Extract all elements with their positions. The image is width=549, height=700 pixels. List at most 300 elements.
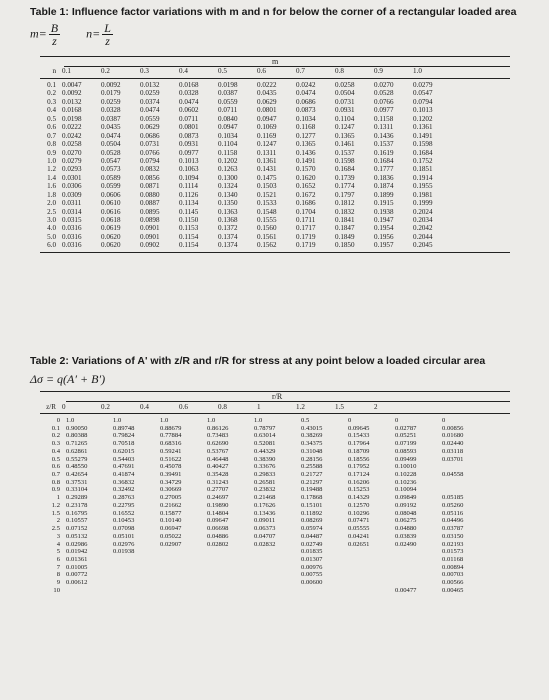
table-cell: 0.1620 [296, 173, 316, 182]
table-row [40, 216, 452, 224]
table-cell: 0.1340 [218, 190, 238, 199]
table-cell: 0.0610 [101, 199, 121, 208]
table-cell: 0.27707 [207, 486, 229, 494]
table-cell: 0.1672 [296, 190, 316, 199]
table-cell: 0.0947 [257, 114, 277, 123]
table-cell: 0.11892 [301, 509, 323, 517]
table-cell: 0.1774 [335, 182, 355, 191]
table-cell: 0.00772 [66, 571, 88, 579]
table-cell: 0.73483 [207, 432, 229, 440]
fraction-n-numerator: L [104, 21, 111, 35]
table-cell: 0.05022 [160, 532, 182, 540]
table-cell: 0.04880 [395, 525, 417, 533]
table-cell: 0.34729 [160, 478, 182, 486]
table-cell: 0.06373 [254, 525, 276, 533]
table-cell: 0.48550 [66, 463, 88, 471]
column-header: 0.8 [335, 67, 344, 75]
table2-header-row [40, 403, 413, 411]
table-row [40, 241, 452, 249]
row-label: 0.6 [47, 123, 56, 132]
table-cell: 0.68316 [160, 440, 182, 448]
row-label: 10 [53, 586, 60, 594]
table-cell: 0.37531 [66, 478, 88, 486]
row-label: 7 [56, 563, 60, 571]
table-cell: 0.1374 [218, 232, 238, 241]
table-cell: 0.0474 [179, 97, 199, 106]
table-cell: 0.2024 [413, 207, 433, 216]
table-cell: 0.1431 [257, 165, 277, 174]
table-cell: 0.1777 [374, 165, 394, 174]
table-cell: 0.09011 [254, 517, 276, 525]
table-cell: 0.0528 [101, 148, 121, 157]
table-row [40, 456, 489, 464]
table-cell: 0.01680 [442, 432, 464, 440]
table-cell [395, 556, 442, 564]
table-cell: 0.27005 [160, 494, 182, 502]
table2-header-rule [40, 413, 510, 414]
table-cell: 0.0887 [140, 199, 160, 208]
table-cell: 0.15877 [160, 509, 182, 517]
table-cell: 0.1361 [257, 156, 277, 165]
table-cell: 0.0619 [101, 224, 121, 233]
table-row [40, 517, 489, 525]
table-cell: 0.1368 [218, 216, 238, 224]
table-cell: 0.0711 [218, 106, 238, 115]
table-cell: 0.0589 [101, 173, 121, 182]
table-cell [160, 556, 207, 564]
table-row [40, 106, 452, 114]
table-cell: 0.1686 [296, 199, 316, 208]
table1-body [40, 81, 452, 250]
table-cell [207, 571, 254, 579]
table-cell: 0.2044 [413, 232, 433, 241]
table-cell: 0.0840 [218, 114, 238, 123]
table-cell: 0.33104 [66, 486, 88, 494]
table-cell: 0.0856 [140, 173, 160, 182]
table-cell [113, 579, 160, 587]
column-header: 0.6 [257, 67, 266, 75]
row-label: 0.3 [51, 440, 60, 448]
table1-header-rule [40, 78, 510, 79]
table-cell: 0.51622 [160, 455, 182, 463]
table-cell: 1.0 [66, 417, 75, 424]
table-cell: 0.01307 [301, 555, 323, 563]
table-cell: 0.14329 [348, 494, 370, 502]
table-cell: 0.1717 [296, 224, 316, 233]
table-row [40, 564, 489, 572]
table-cell: 0.0258 [335, 81, 355, 89]
table-cell [254, 556, 301, 564]
table-cell: 0.0316 [62, 232, 82, 241]
table-cell: 0.10228 [395, 471, 417, 479]
table-row [40, 448, 489, 456]
table-cell: 0.0198 [62, 114, 82, 123]
table-cell: 1.0 [254, 417, 263, 424]
table-cell: 0.1034 [218, 131, 238, 140]
table-cell: 0.05101 [113, 532, 135, 540]
table-row [40, 587, 489, 595]
table-row [40, 571, 489, 579]
table-cell: 0.0620 [101, 241, 121, 250]
row-label: 0.8 [47, 140, 56, 149]
table-cell: 0.43015 [301, 424, 323, 432]
table-row [40, 432, 489, 440]
column-header: 0.5 [218, 67, 227, 75]
table-cell: 0.36832 [113, 478, 135, 486]
table-cell: 0.1957 [374, 241, 394, 250]
fraction-n [102, 22, 113, 47]
table-cell [395, 548, 442, 556]
table-cell: 0.1263 [218, 165, 238, 174]
table-cell: 0.1013 [413, 106, 433, 115]
row-label: 0.5 [51, 455, 60, 463]
table-cell: 0.1797 [335, 190, 355, 199]
table-cell: 0.12570 [348, 501, 370, 509]
table-cell: 0.1851 [413, 165, 433, 174]
row-label: 2.0 [47, 199, 56, 208]
table-cell: 0.0474 [140, 106, 160, 115]
table-cell: 0.13436 [254, 509, 276, 517]
table-cell: 0.01005 [66, 563, 88, 571]
table-cell: 0.03787 [442, 525, 464, 533]
table2-caption: Table 2: Variations of A' with z/R and r/R for stress at any point below a loaded circular area [30, 355, 486, 367]
table-cell: 0.0328 [101, 106, 121, 115]
table-cell: 0.1652 [296, 182, 316, 191]
table-row [40, 174, 452, 182]
table-cell: 0.29289 [66, 494, 88, 502]
table-cell: 0.1561 [257, 232, 277, 241]
table-cell: 0.08048 [395, 509, 417, 517]
table-cell [207, 548, 254, 556]
table-cell: 0.02651 [348, 540, 370, 548]
row-label-header: n [52, 67, 56, 75]
column-header: 0.8 [218, 403, 227, 411]
table-cell: 0.0092 [101, 81, 121, 89]
table-row [40, 208, 452, 216]
table-cell: 0.33676 [254, 463, 276, 471]
table-cell: 0.08593 [395, 447, 417, 455]
table-cell: 0.1562 [257, 241, 277, 250]
table-cell: 0.18709 [348, 447, 370, 455]
table-row [40, 224, 452, 232]
table-row [40, 579, 489, 587]
table-cell: 0.0309 [62, 190, 82, 199]
table-cell: 0.19890 [207, 501, 229, 509]
table-cell: 0.21662 [160, 501, 182, 509]
table-cell [113, 564, 160, 572]
table-cell: 0.0316 [62, 224, 82, 233]
table-cell: 0.00703 [442, 571, 464, 579]
table-cell: 0.00755 [301, 571, 323, 579]
column-header: 0.1 [62, 67, 71, 75]
table-cell: 0.29833 [254, 471, 276, 479]
table-cell: 0.0328 [179, 89, 199, 98]
table-cell: 0.0931 [335, 106, 355, 115]
table-cell: 0.25588 [301, 463, 323, 471]
table-cell: 0.1350 [218, 199, 238, 208]
table-cell: 0.0711 [179, 114, 199, 123]
table-cell: 1.0 [160, 417, 169, 424]
table-row [40, 182, 452, 190]
table-cell: 0.01361 [66, 555, 88, 563]
table-row [40, 199, 452, 207]
table2-group-rule [66, 401, 510, 402]
table-cell: 0.02832 [254, 540, 276, 548]
table-cell: 0.07098 [113, 525, 135, 533]
table-cell: 0.1874 [374, 182, 394, 191]
table-cell: 0.1363 [218, 207, 238, 216]
table-cell [207, 587, 254, 595]
table-cell [113, 556, 160, 564]
table-row [40, 533, 489, 541]
row-label: 6 [56, 555, 60, 563]
row-label: 0.6 [51, 463, 60, 471]
table1-col-group: m [272, 57, 279, 66]
table-row [40, 486, 489, 494]
table-cell: 0.1094 [179, 173, 199, 182]
row-label: 1.4 [47, 173, 56, 182]
table-cell: 0.86126 [207, 424, 229, 432]
table-cell: 0.1836 [374, 173, 394, 182]
table-cell [207, 579, 254, 587]
table-cell: 0.1739 [335, 173, 355, 182]
table-cell: 0.1560 [257, 224, 277, 233]
table-cell: 0.41874 [113, 471, 135, 479]
table-cell: 0.0606 [101, 190, 121, 199]
table-cell: 0.24697 [207, 494, 229, 502]
table-cell [348, 556, 395, 564]
table-cell [254, 587, 301, 595]
column-header: 1.2 [296, 403, 305, 411]
table-cell: 0.1841 [335, 216, 355, 224]
table-cell: 0.10094 [395, 486, 417, 494]
table-cell: 0.1832 [335, 207, 355, 216]
table-cell: 0.14804 [207, 509, 229, 517]
table-cell [207, 564, 254, 572]
table-cell: 0.10140 [160, 517, 182, 525]
table-cell: 0.0315 [62, 216, 82, 224]
table-cell: 0.1169 [257, 131, 277, 140]
table-cell: 0.1361 [413, 123, 433, 132]
table-cell: 0.02440 [442, 440, 464, 448]
table-row [40, 98, 452, 106]
table-cell: 0.0547 [101, 156, 121, 165]
table-row [40, 479, 489, 487]
table-cell: 0.1711 [296, 216, 316, 224]
table-cell: 0.0387 [101, 114, 121, 123]
table-cell: 0.0259 [101, 97, 121, 106]
table-cell: 0.0731 [335, 97, 355, 106]
table-cell: 0.1150 [179, 216, 199, 224]
table-cell: 0.38390 [254, 455, 276, 463]
table-row [40, 123, 452, 131]
row-label: 0.2 [51, 432, 60, 440]
table-cell: 0.0435 [257, 89, 277, 98]
table-cell: 0.0435 [101, 123, 121, 132]
table-cell: 0.1503 [257, 182, 277, 191]
table-cell: 0.00465 [442, 586, 464, 594]
table-row [40, 157, 452, 165]
table-cell: 0.10236 [395, 478, 417, 486]
table1-bottom-rule [40, 252, 510, 253]
table-cell: 0.1300 [218, 173, 238, 182]
table-cell [395, 571, 442, 579]
table-cell: 0.32492 [113, 486, 135, 494]
table-row [40, 115, 452, 123]
table-cell [301, 587, 348, 595]
table-cell: 0.0242 [296, 81, 316, 89]
table-cell: 0.0559 [140, 114, 160, 123]
table-cell: 0.00856 [442, 424, 464, 432]
table-cell: 0.28156 [301, 455, 323, 463]
table-cell: 0.09645 [348, 424, 370, 432]
table-cell [442, 463, 489, 471]
table-cell: 0.1365 [296, 140, 316, 149]
table-row [40, 425, 489, 433]
table-cell: 0.15253 [348, 486, 370, 494]
table-cell: 0 [395, 417, 399, 424]
table-cell: 0.0387 [218, 89, 238, 98]
table-cell: 0.0314 [62, 207, 82, 216]
row-label: 0.9 [47, 148, 56, 157]
table-cell: 0.10557 [66, 517, 88, 525]
row-label: 0.7 [51, 471, 60, 479]
table-cell: 0.44329 [254, 447, 276, 455]
row-label: 0.1 [47, 81, 56, 89]
table-cell: 0.04707 [254, 532, 276, 540]
table-cell: 0.0901 [140, 224, 160, 233]
table-cell: 0.0474 [101, 131, 121, 140]
table-cell: 0.16552 [113, 509, 135, 517]
table-cell: 0.1719 [296, 232, 316, 241]
table-cell: 0.0198 [218, 81, 238, 89]
table-cell: 0.45078 [160, 463, 182, 471]
table-row [40, 165, 452, 173]
table-cell [160, 564, 207, 572]
table-cell: 0.71265 [66, 440, 88, 448]
table-cell [160, 548, 207, 556]
table-row [40, 89, 452, 97]
table-cell: 0.1104 [218, 140, 238, 149]
table-cell: 0.1999 [413, 199, 433, 208]
table-cell: 0.08269 [301, 517, 323, 525]
column-header: 0.4 [140, 403, 149, 411]
table-cell: 0.0620 [101, 232, 121, 241]
table-cell: 0.19488 [301, 486, 323, 494]
table-cell: 0.34375 [301, 440, 323, 448]
table-cell [348, 587, 395, 595]
table-cell: 0.54403 [113, 455, 135, 463]
table-cell: 0.1570 [296, 165, 316, 174]
row-label: 3 [56, 532, 60, 540]
table-cell: 0.03118 [442, 447, 464, 455]
table-cell: 0.15101 [301, 501, 323, 509]
row-label: 1.5 [51, 509, 60, 517]
table-cell: 0.77884 [160, 432, 182, 440]
column-header: 1 [257, 403, 261, 411]
table-row [40, 417, 489, 425]
table-cell: 0.03839 [395, 532, 417, 540]
table-cell: 0.1153 [179, 224, 199, 233]
table-cell: 0.1955 [413, 182, 433, 191]
row-label: 9 [56, 579, 60, 587]
table-cell: 0.03150 [442, 532, 464, 540]
row-label: 1.0 [47, 156, 56, 165]
table-cell [66, 587, 113, 595]
table-cell: 0.1537 [335, 148, 355, 157]
table-cell: 0.1134 [179, 199, 199, 208]
table-cell: 0.00894 [442, 563, 464, 571]
row-label: 0.4 [47, 106, 56, 115]
column-header: 0.6 [179, 403, 188, 411]
table-cell: 0.00600 [301, 579, 323, 587]
table-cell: 0.0902 [140, 241, 160, 250]
table-cell: 0.0528 [374, 89, 394, 98]
table-cell: 0.05260 [442, 501, 464, 509]
table-cell: 0.0947 [218, 123, 238, 132]
table-cell: 0.63014 [254, 432, 276, 440]
table-cell: 0.10010 [395, 463, 417, 471]
table-row [40, 440, 489, 448]
table-cell: 0.0293 [62, 165, 82, 174]
row-label: 5.0 [47, 232, 56, 241]
table-cell: 0.17626 [254, 501, 276, 509]
row-label: 0.9 [51, 486, 60, 494]
table-cell: 0.02749 [301, 540, 323, 548]
table-cell: 0.1684 [374, 156, 394, 165]
table-cell: 0.05974 [301, 525, 323, 533]
table-cell: 0.1533 [257, 199, 277, 208]
table-cell: 0.1013 [179, 156, 199, 165]
table-cell: 0.05185 [442, 494, 464, 502]
table-cell: 0.0629 [257, 97, 277, 106]
table-row [40, 233, 452, 241]
table-cell: 0.0901 [140, 232, 160, 241]
table-cell [442, 486, 489, 494]
table-cell: 0.1145 [179, 207, 199, 216]
table-cell: 0.05251 [395, 432, 417, 440]
table-cell [160, 587, 207, 595]
table-cell: 0.0547 [413, 89, 433, 98]
table-cell: 0.1555 [257, 216, 277, 224]
table-cell [113, 587, 160, 595]
table-cell: 0.07471 [348, 517, 370, 525]
table-cell: 0.1915 [374, 199, 394, 208]
table-cell [348, 571, 395, 579]
table-cell: 0.42654 [66, 471, 88, 479]
table-cell: 0 [442, 417, 446, 424]
table-cell: 0.1947 [374, 216, 394, 224]
table2-col-group: r/R [272, 392, 283, 401]
table-cell: 0.02787 [395, 424, 417, 432]
table-cell: 0.1311 [374, 123, 394, 132]
table-cell: 0.1938 [374, 207, 394, 216]
row-label-header: z/R [46, 403, 56, 411]
row-label: 8 [56, 571, 60, 579]
table-cell: 0.1436 [296, 148, 316, 157]
table-cell: 0.02976 [113, 540, 135, 548]
table-cell: 0.1956 [374, 232, 394, 241]
table-cell: 0.0168 [62, 106, 82, 115]
table-cell [442, 479, 489, 487]
table-cell: 0 [348, 417, 352, 424]
table-cell: 0.06275 [395, 517, 417, 525]
table-cell: 0.2034 [413, 216, 433, 224]
table-cell: 0.1154 [179, 241, 199, 250]
table-cell: 0.23178 [66, 501, 88, 509]
table-cell: 0.47691 [113, 463, 135, 471]
table-row [40, 191, 452, 199]
